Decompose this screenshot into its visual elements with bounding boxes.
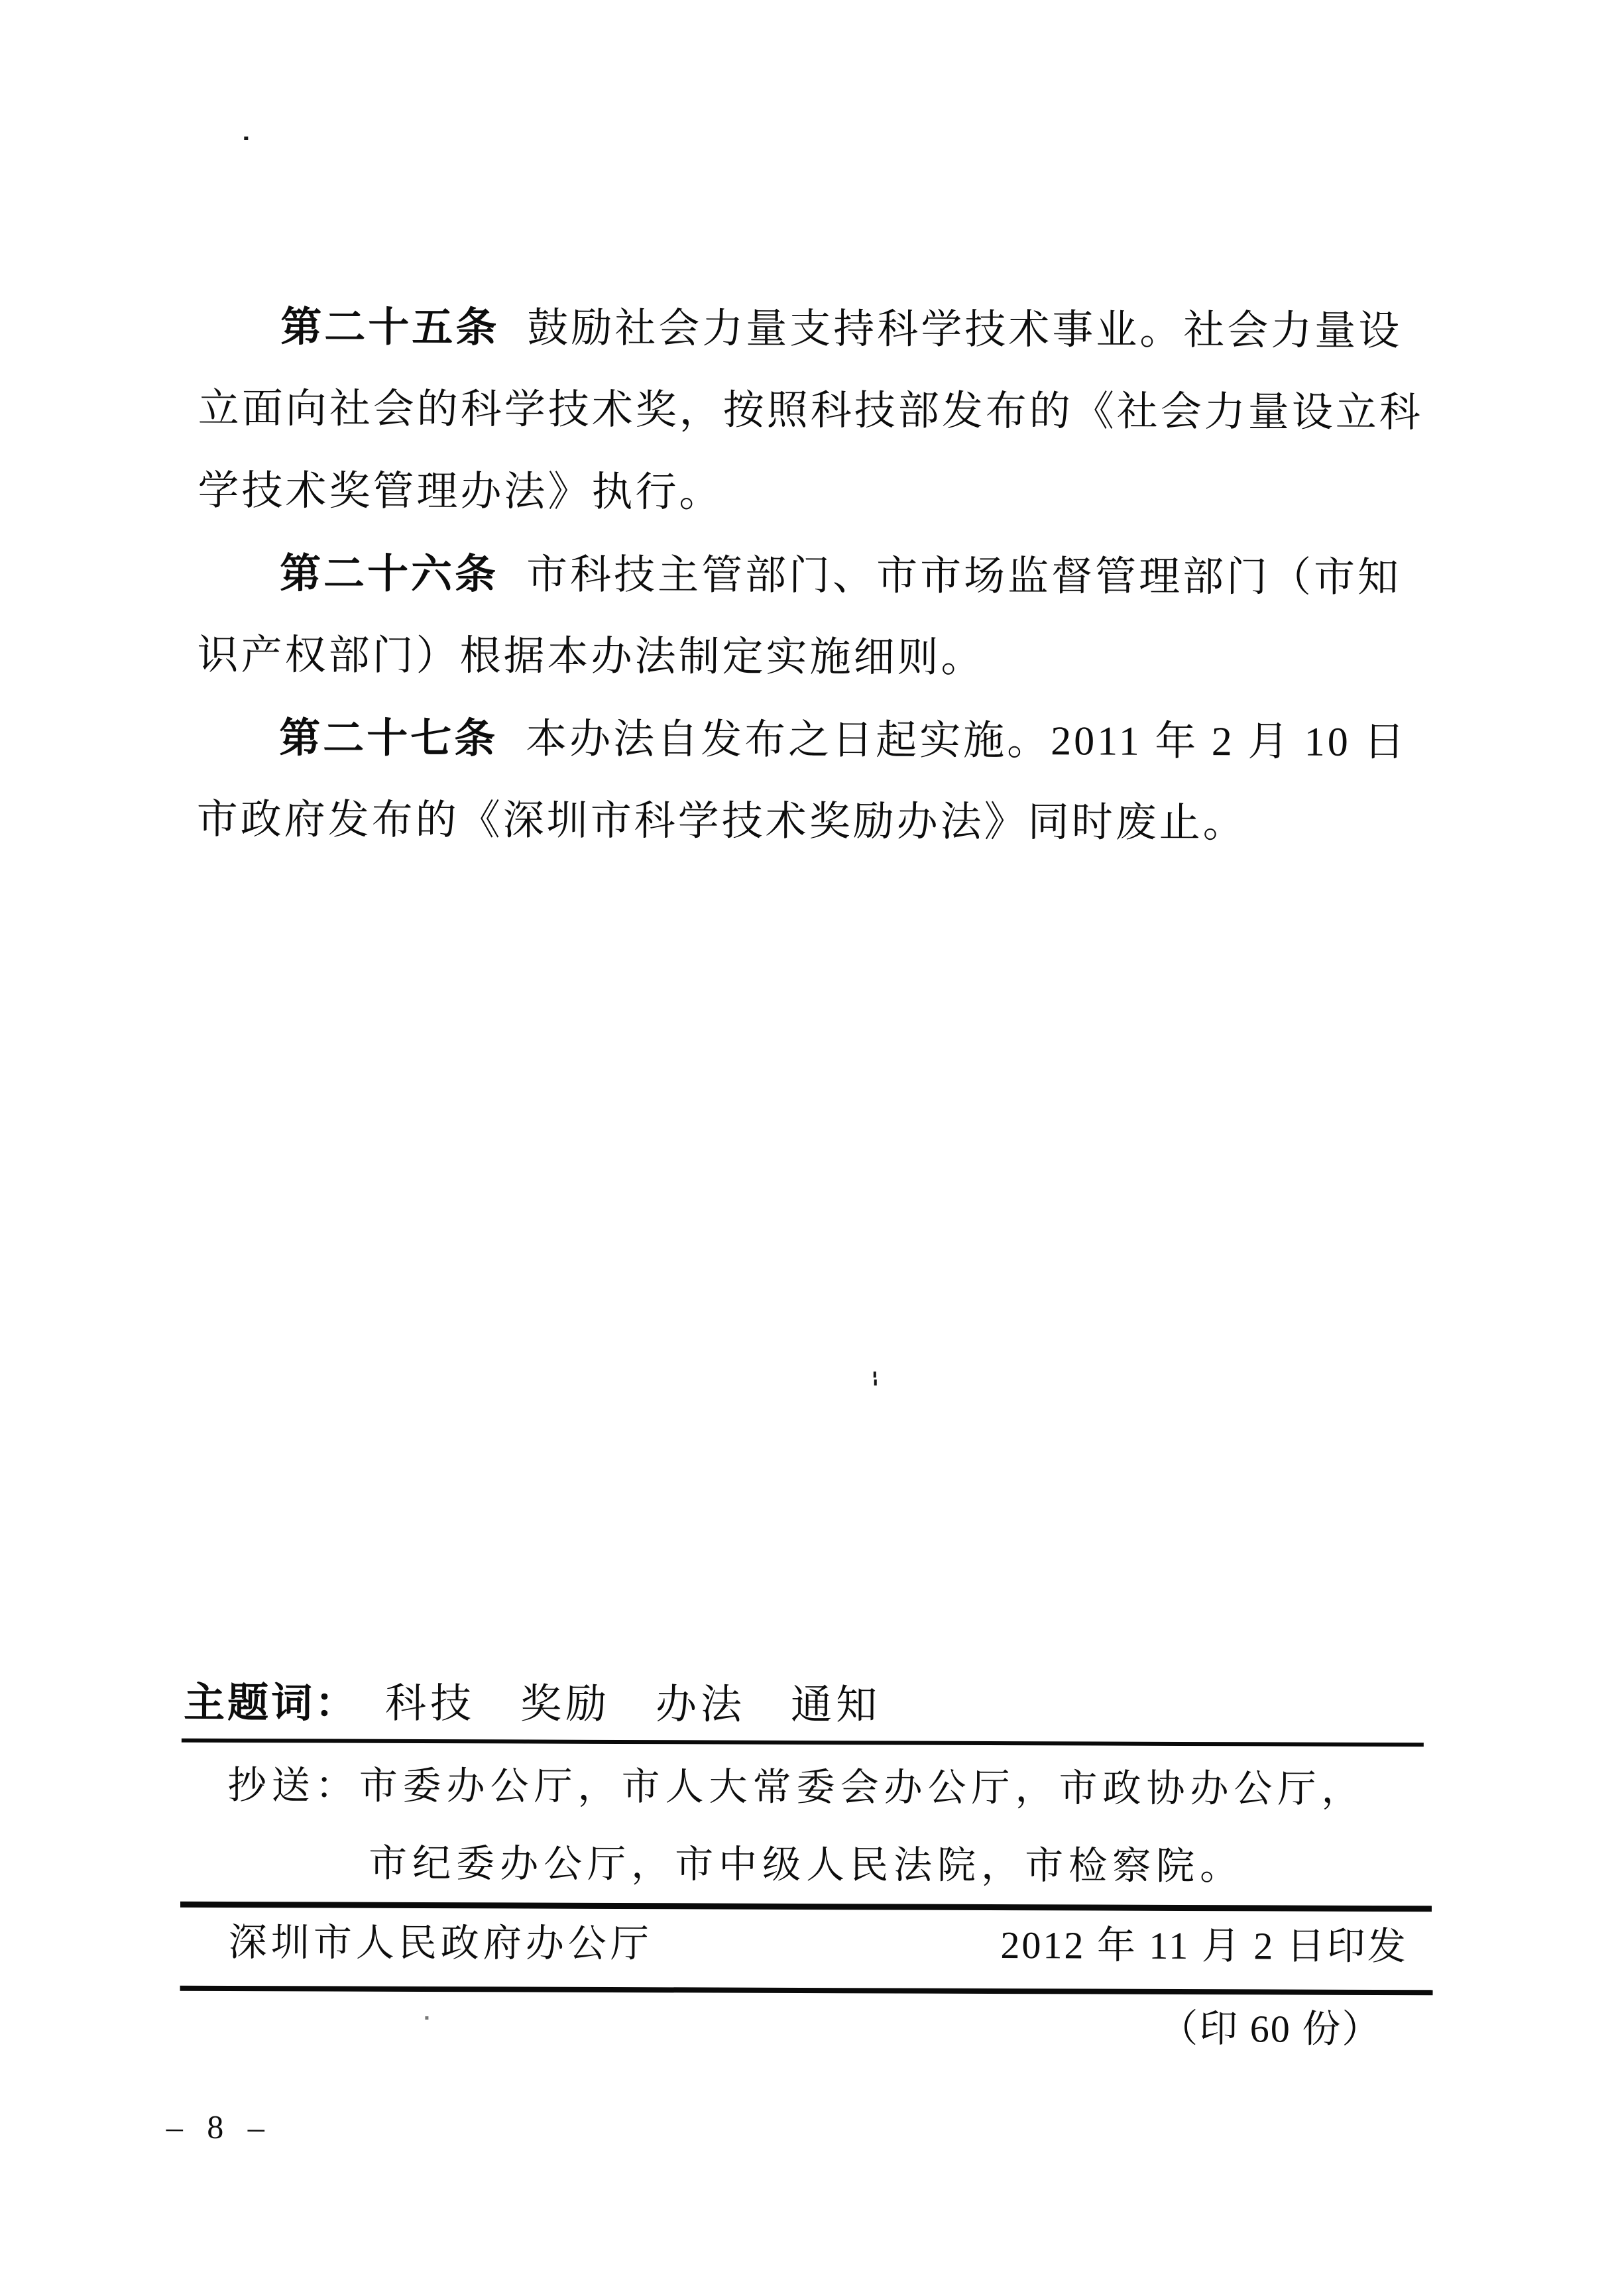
body-line-text: 鼓励社会力量支持科学技术事业。社会力量设: [527, 306, 1403, 355]
issuer-row: [229, 1921, 1408, 1969]
body-line-text: 市科技主管部门、市市场监督管理部门（市知: [526, 552, 1402, 601]
divider-rule: [182, 1739, 1424, 1747]
body-line: [197, 697, 1496, 783]
issuer-name: 深圳市人民政府办公厅: [228, 1920, 653, 1966]
body-line: [198, 286, 1497, 373]
body-line: [198, 450, 1497, 537]
print-date: 2012 年 11 月 2 日印发: [1000, 1923, 1408, 1969]
scan-speck: [874, 1379, 877, 1385]
page-number: – 8 –: [166, 2108, 272, 2146]
body-line-text: 学技术奖管理办法》执行。: [198, 468, 723, 516]
scan-speck: [874, 1371, 876, 1377]
body-line: [196, 779, 1495, 866]
subject-keywords: 科技 奖励 办法 通知: [384, 1681, 882, 1729]
body-line-text: 市政府发布的《深圳市科学技术奖励办法》同时废止。: [196, 797, 1247, 846]
scan-speck: [425, 2016, 428, 2020]
body-line: [197, 614, 1496, 701]
body-line: [198, 532, 1497, 619]
subject-keywords-row: [184, 1678, 881, 1731]
article-number: 第二十五条: [280, 302, 500, 352]
body-line-text: 立面向社会的科学技术奖，按照科技部发布的《社会力量设立科: [198, 386, 1424, 436]
body-line-text: 识产权部门）根据本办法制定实施细则。: [197, 632, 985, 681]
article-number: 第二十七条: [279, 713, 498, 763]
scan-speck: [244, 137, 248, 140]
body-line: [198, 368, 1497, 455]
cc-line: 市纪委办公厅，市中级人民法院，市检察院。: [369, 1841, 1244, 1888]
document-body: [196, 286, 1497, 866]
article-number: 第二十六条: [279, 549, 499, 599]
cc-line: 抄送：市委办公厅，市人大常委会办公厅，市政协办公厅，: [227, 1763, 1365, 1811]
subject-label: 主题词：: [183, 1678, 359, 1727]
print-copies-note: （印 60 份）: [1159, 2006, 1382, 2051]
divider-rule: [180, 1986, 1433, 1996]
body-line-text: 本办法自发布之日起实施。2011 年 2 月 10 日: [526, 717, 1408, 766]
divider-rule: [180, 1902, 1432, 1912]
